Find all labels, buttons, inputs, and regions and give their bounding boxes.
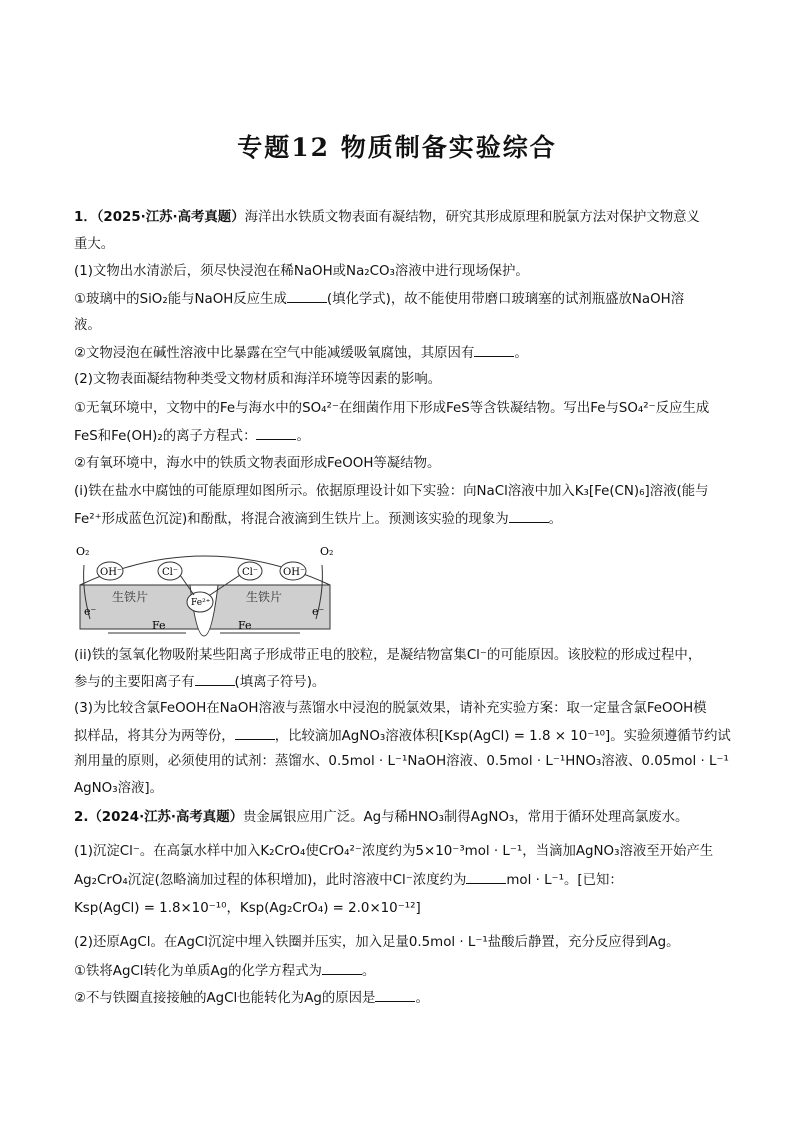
q1-number: 1． [74, 210, 97, 225]
q1-part2-ii-i: (i)铁在盐水中腐蚀的可能原理如图所示。依据原理设计如下实验：向NaCl溶液中加入K₃[Fe(CN)₆]溶液(能与 [74, 484, 709, 499]
q2-part2-i-end: 。 [361, 964, 376, 979]
answer-blank [466, 871, 506, 884]
q1-part1-i-cont: 液。 [74, 318, 101, 333]
q1-part2-i-end: 。 [296, 429, 310, 444]
q1-part2-i: ①无氧环境中，文物中的Fe与海水中的SO₄²⁻在细菌作用下形成FeS等含铁凝结物。写出Fe与SO₄²⁻反应生成 [74, 401, 710, 416]
iron-left-label: 生铁片 [112, 590, 149, 604]
q1-part3-text2: ，比较滴加AgNO₃溶液体积[Ksp(AgCl) = 1.8 × 10⁻¹⁰]。实验须遵循节约试 [274, 729, 731, 744]
q1-part3-text: 拟样品，将其分为两等份， [74, 729, 235, 744]
q1-part2-ii: ②有氧环境中，海水中的铁质文物表面形成FeOOH等凝结物。 [74, 456, 441, 471]
cl-right-label: Cl⁻ [242, 567, 259, 578]
q1-part2-ii-ii: (ii)铁的氢氧化物吸附某些阳离子形成带正电的胶粒，是凝结物富集Cl⁻的可能原因。该胶粒的形成过程中， [74, 648, 702, 663]
q1-stem-text: 海洋出水铁质文物表面有凝结物，研究其形成原理和脱氯方法对保护文物意义 [244, 210, 700, 225]
fe-left-label: Fe [152, 619, 166, 632]
o2-left-label: O₂ [76, 545, 90, 558]
q2-part2-i-text: ①铁将AgCl转化为单质Ag的化学方程式为 [74, 964, 322, 979]
q1-part2-ii-i-end: 。 [548, 512, 562, 527]
answer-blank [256, 427, 296, 440]
oh-right-label: OH⁻ [283, 567, 306, 578]
q2-part2: (2)还原AgCl。在AgCl沉淀中埋入铁圈并压实，加入足量0.5mol · L⁻¹盐酸后静置，充分反应得到Ag。 [74, 935, 680, 950]
q1-part2-ii-ii-end: (填离子符号)。 [234, 675, 326, 690]
q1-part2-ii-ii-text: 参与的主要阳离子有 [74, 675, 195, 690]
q2-stem [74, 809, 724, 827]
q1-part2-ii-i-text: Fe²⁺形成蓝色沉淀)和酚酞，将混合液滴到生铁片上。预测该实验的现象为 [74, 512, 509, 527]
q1-part1-ii-text: ②文物浸泡在碱性溶液中比暴露在空气中能减缓吸氧腐蚀，其原因有 [74, 346, 475, 361]
q2-part1-text2: mol · L⁻¹。[已知： [506, 873, 623, 888]
answer-blank [474, 344, 514, 357]
q2-part1-line3: Ksp(AgCl) = 1.8×10⁻¹⁰，Ksp(Ag₂CrO₄) = 2.0×10⁻¹²] [74, 901, 421, 916]
oh-left-label: OH⁻ [100, 567, 123, 578]
q1-part1-ii-end: 。 [514, 346, 528, 361]
q2-part2-ii-end: 。 [415, 991, 429, 1006]
iron-right-label: 生铁片 [246, 590, 283, 604]
q1-part2-ii-i-cont [74, 510, 724, 529]
q1-part2-i-text: FeS和Fe(OH)₂的离子方程式： [74, 429, 257, 444]
q2-part2-ii-text: ②不与铁圈直接接触的AgCl也能转化为Ag的原因是 [74, 991, 376, 1006]
q1-part1: (1)文物出水清淤后，须尽快浸泡在稀NaOH或Na₂CO₃溶液中进行现场保护。 [74, 264, 529, 279]
q1-part2-i-cont [74, 427, 724, 446]
o2-right-label: O₂ [320, 545, 334, 558]
answer-blank [509, 510, 549, 523]
fe2-label: Fe²⁺ [191, 598, 211, 608]
q1-part3-line2 [74, 727, 731, 746]
q2-source: （2024·江苏·高考真题） [88, 810, 243, 825]
q1-part2-ii-ii-cont [74, 673, 724, 692]
cl-left-label: Cl⁻ [162, 567, 179, 578]
electron-left-label: e⁻ [84, 605, 97, 618]
q2-part1-line1: (1)沉淀Cl⁻。在高氯水样中加入K₂CrO₄使CrO₄²⁻浓度约为5×10⁻³mol · L⁻¹，当滴加AgNO₃溶液至开始产生 [74, 844, 714, 859]
answer-blank [375, 989, 415, 1002]
q1-part3-line3: 剂用量的原则，必须使用的试剂：蒸馏水、0.5mol · L⁻¹NaOH溶液、0.5mol · L⁻¹HNO₃溶液、0.05mol · L⁻¹ [74, 754, 729, 769]
answer-blank [235, 727, 275, 740]
q2-part2-ii [74, 989, 724, 1008]
q1-part1-i [74, 290, 724, 309]
answer-blank [195, 673, 235, 686]
q2-part1-text: Ag₂CrO₄沉淀(忽略滴加过程的体积增加)，此时溶液中Cl⁻浓度约为 [74, 873, 467, 888]
q1-stem-line2: 重大。 [74, 237, 115, 252]
q2-part2-i [74, 962, 724, 981]
q1-source: （2025·江苏·高考真题） [96, 210, 245, 225]
q1-stem-line1 [74, 209, 724, 227]
page-title: 专题12 物质制备实验综合 [237, 133, 557, 162]
q2-stem-text: 贵金属银应用广泛。Ag与稀HNO₃制得AgNO₃，常用于循环处理高氯废水。 [242, 810, 689, 825]
answer-blank [287, 290, 327, 303]
q1-part2: (2)文物表面凝结物种类受文物材质和海洋环境等因素的影响。 [74, 372, 442, 387]
q1-part1-ii [74, 344, 724, 363]
q1-part1-i-text2: (填化学式)，故不能使用带磨口玻璃塞的试剂瓶盛放NaOH溶 [326, 292, 685, 307]
q2-number: 2. [74, 810, 89, 825]
q1-part3-line4: AgNO₃溶液]。 [74, 781, 163, 796]
answer-blank [322, 962, 362, 975]
fe-right-label: Fe [238, 619, 252, 632]
corrosion-diagram [74, 541, 334, 641]
electron-right-label: e⁻ [312, 605, 325, 618]
q2-part1-line2 [74, 871, 724, 890]
q1-part3-line1: (3)为比较含氯FeOOH在NaOH溶液与蒸馏水中浸泡的脱氯效果，请补充实验方案：取一定量含氯FeOOH模 [74, 701, 707, 716]
q1-part1-i-text: ①玻璃中的SiO₂能与NaOH反应生成 [74, 292, 287, 307]
